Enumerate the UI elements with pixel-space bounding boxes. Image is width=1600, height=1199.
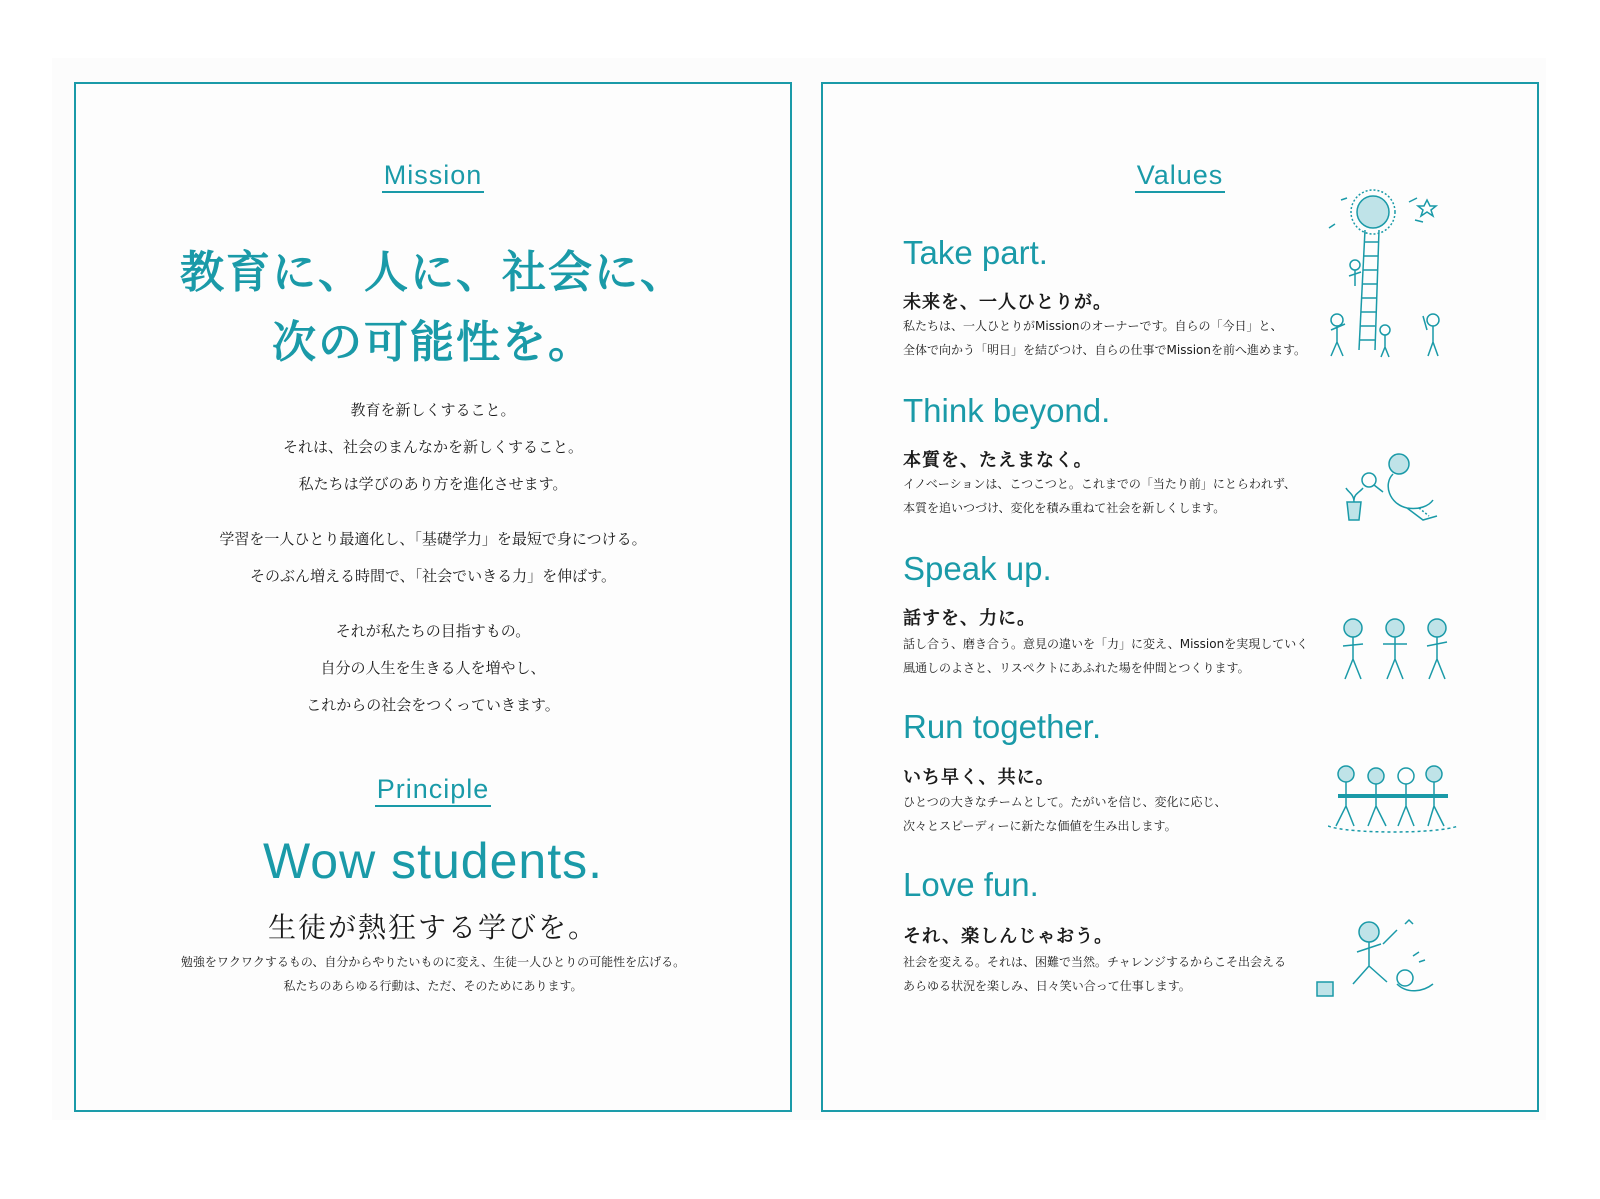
value-body bbox=[903, 472, 1296, 520]
value-subtitle: いち早く、共に。 bbox=[903, 767, 1055, 788]
value-line: あらゆる状況を楽しみ、日々笑い合って仕事します。 bbox=[903, 979, 1191, 993]
value-title: Run together. bbox=[903, 708, 1102, 745]
principle-body bbox=[76, 950, 790, 998]
value-title: Love fun. bbox=[903, 866, 1039, 903]
value-line: 社会を変える。それは、困難で当然。チャレンジするからこそ出会える bbox=[903, 955, 1287, 969]
mission-line: 私たちは学びのあり方を進化させます。 bbox=[298, 475, 568, 493]
value-title: Speak up. bbox=[903, 550, 1052, 587]
mission-line: 学習を一人ひとり最適化し、「基礎学力」を最短で身につける。 bbox=[219, 530, 647, 548]
laughing-people-icon bbox=[1313, 916, 1443, 1006]
value-body bbox=[903, 632, 1308, 680]
three-people-talking-icon bbox=[1333, 614, 1463, 684]
value-title: Take part. bbox=[903, 234, 1048, 271]
mission-line: 自分の人生を生きる人を増やし、 bbox=[320, 659, 546, 677]
mission-heading: Mission bbox=[76, 160, 790, 191]
value-subtitle: 未来を、一人ひとりが。 bbox=[903, 292, 1112, 313]
value-line: 風通しのよさと、リスペクトにあふれた場を仲間とつくります。 bbox=[903, 661, 1250, 675]
value-subtitle: 話すを、力に。 bbox=[903, 608, 1036, 629]
mission-line: それは、社会のまんなかを新しくすること。 bbox=[282, 438, 583, 456]
mission-headline-line1: 教育に、人に、社会に、 bbox=[180, 247, 686, 298]
value-line: イノベーションは、こつこつと。これまでの「当たり前」にとらわれず、 bbox=[903, 477, 1296, 491]
mission-headline-line2: 次の可能性を。 bbox=[272, 317, 594, 368]
value-body bbox=[903, 314, 1306, 362]
value-line: 次々とスピーディーに新たな価値を生み出します。 bbox=[903, 819, 1177, 833]
mission-panel bbox=[74, 82, 792, 1112]
value-line: 全体で向かう「明日」を結びつけ、自らの仕事でMissionを前へ進めます。 bbox=[903, 343, 1307, 357]
value-line: 本質を追いつづけ、変化を積み重ねて社会を新しくします。 bbox=[903, 501, 1226, 515]
value-line: ひとつの大きなチームとして。たがいを信じ、変化に応じ、 bbox=[903, 795, 1227, 809]
values-panel bbox=[821, 82, 1539, 1112]
principle-line: 勉強をワクワクするもの、自分からやりたいものに変え、生徒一人ひとりの可能性を広げる。 bbox=[180, 955, 686, 969]
mission-line: そのぶん増える時間で、「社会でいきる力」を伸ばす。 bbox=[249, 567, 616, 585]
magnifying-glass-plant-icon bbox=[1343, 448, 1453, 528]
mission-line: それが私たちの目指すもの。 bbox=[335, 622, 531, 640]
value-body bbox=[903, 950, 1286, 998]
group-running-icon bbox=[1328, 762, 1458, 838]
mission-paragraph-1 bbox=[76, 392, 790, 503]
value-title: Think beyond. bbox=[903, 392, 1111, 429]
values-heading: Values bbox=[823, 160, 1537, 191]
mission-paragraph-2 bbox=[76, 521, 790, 595]
principle-line: 私たちのあらゆる行動は、ただ、そのためにあります。 bbox=[283, 979, 583, 993]
value-subtitle: 本質を、たえまなく。 bbox=[903, 450, 1093, 471]
value-line: 話し合う、磨き合う。意見の違いを「力」に変え、Missionを実現していく bbox=[903, 637, 1309, 651]
value-body bbox=[903, 790, 1227, 838]
value-line: 私たちは、一人ひとりがMissionのオーナーです。自らの「今日」と、 bbox=[903, 319, 1283, 333]
principle-heading: Principle bbox=[76, 774, 790, 805]
principle-title: Wow students. bbox=[262, 833, 603, 889]
principle-subtitle: 生徒が熱狂する学びを。 bbox=[267, 911, 598, 944]
mission-paragraph-3 bbox=[76, 613, 790, 724]
mission-line: 教育を新しくすること。 bbox=[350, 401, 516, 419]
ladder-to-moon-icon bbox=[1323, 180, 1453, 370]
value-subtitle: それ、楽しんじゃおう。 bbox=[903, 926, 1114, 947]
mission-line: これからの社会をつくっていきます。 bbox=[306, 696, 560, 714]
